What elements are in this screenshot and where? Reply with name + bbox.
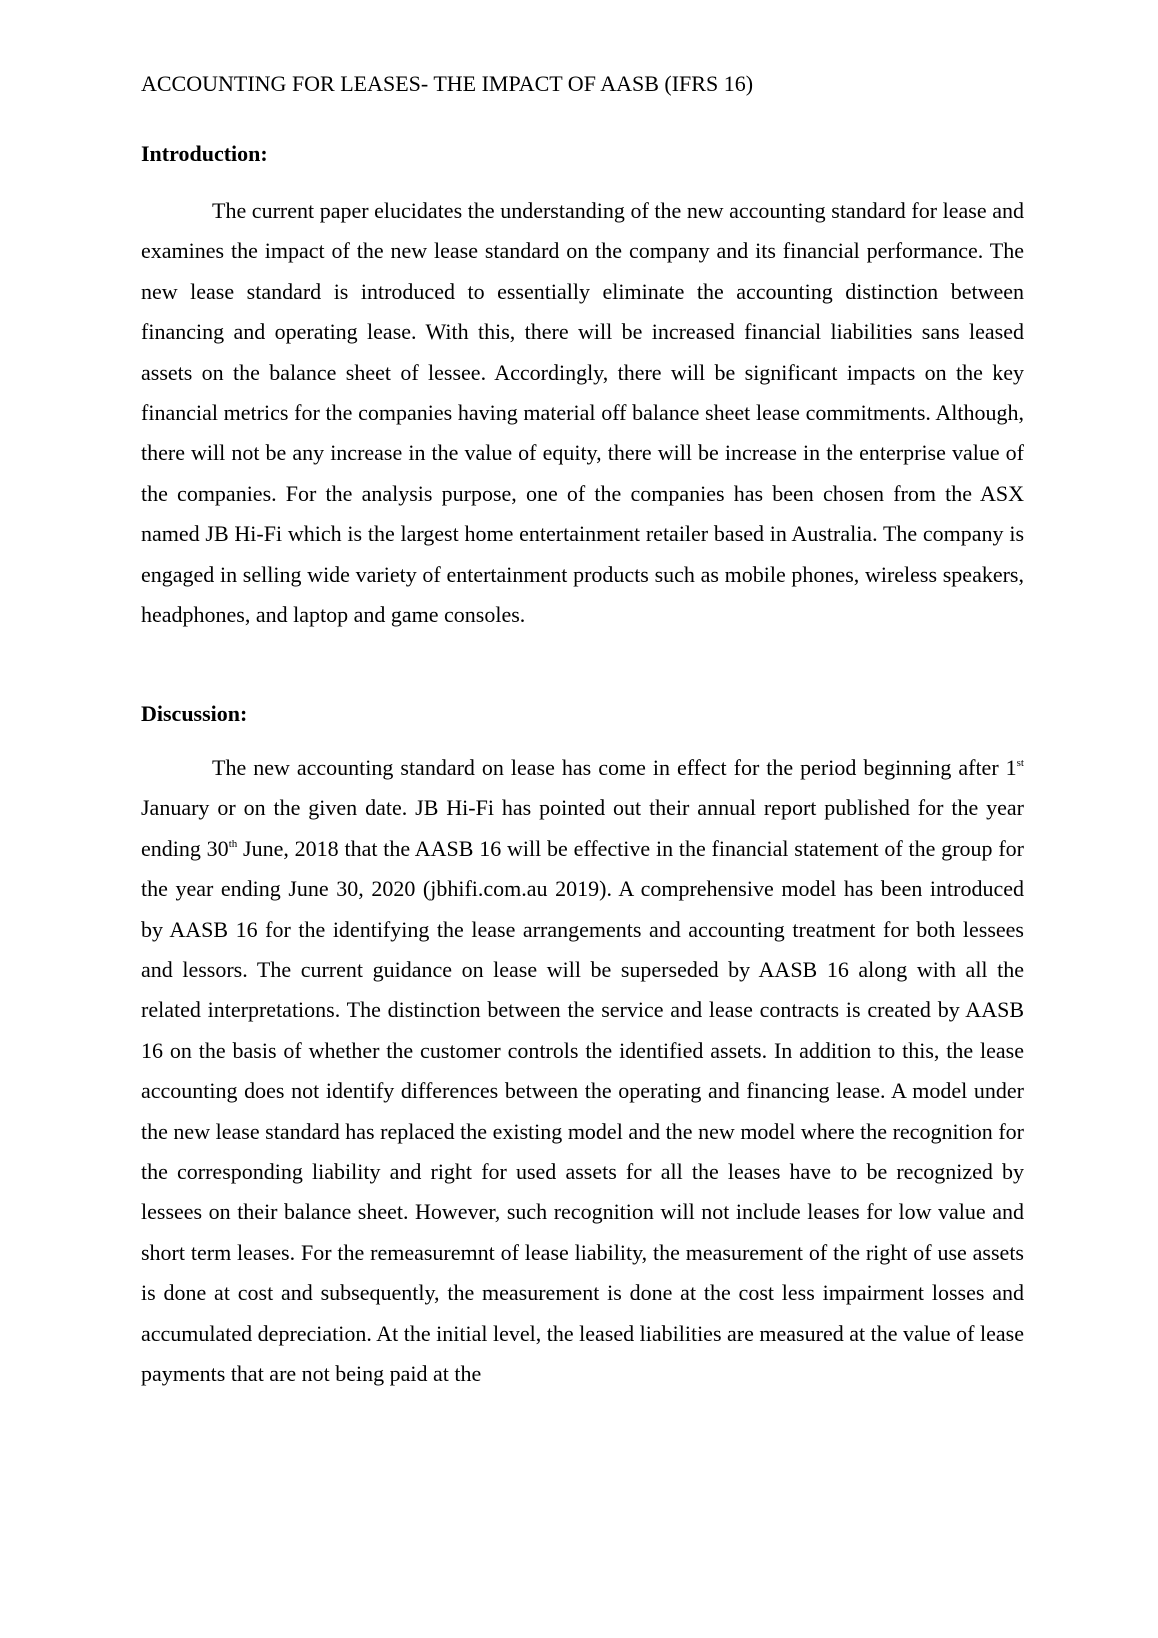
discussion-text-part-2: January or on the given date. JB Hi-Fi has pointed out their annual report published for the year ending 30	[141, 795, 1024, 861]
discussion-text-part-3: June, 2018 that the AASB 16 will be effective in the financial statement of the group for the year ending June 30, 2020 (jbhifi.com.au 2019). A comprehensive model has been introduced by AASB 16 for the identifying the lease arrangements and accounting treatment for both lessees and lessors. The current guidance on lease will be superseded by AASB 16 along with all the related interpretations. The distinction between the service and lease contracts is created by AASB 16 on the basis of whether the customer controls the identified assets. In addition to this, the lease accounting does not identify differences between the operating and financing lease. A model under the new lease standard has replaced the existing model and the new model where the recognition for the corresponding liability and right for used assets for all the leases have to be recognized by lessees on their balance sheet. However, such recognition will not include leases for low value and short term leases. For the remeasuremnt of lease liability, the measurement of the right of use assets is done at cost and subsequently, the measurement is done at the cost less impairment losses and accumulated depreciation. At the initial level, the leased liabilities are measured at the value of lease payments that are not being paid at the	[141, 835, 1024, 1387]
ordinal-suffix-th: th	[228, 837, 238, 850]
introduction-heading: Introduction:	[141, 141, 268, 166]
ordinal-suffix-st: st	[1016, 757, 1024, 769]
discussion-heading: Discussion:	[141, 701, 248, 726]
introduction-paragraph: The current paper elucidates the understanding of the new accounting standard for lease and examines the impact of the new lease standard on the company and its financial performance. The new lease standard is introduced to essentially eliminate the accounting distinction between financing and operating lease. With this, there will be increased financial liabilities sans leased assets on the balance sheet of lessee. Accordingly, there will be significant impacts on the key financial metrics for the companies having material off balance sheet lease commitments. Although, there will not be any increase in the value of equity, there will be increase in the enterprise value of the companies. For the analysis purpose, one of the companies has been chosen from the ASX named JB Hi-Fi which is the largest home entertainment retailer based in Australia. The company is engaged in selling wide variety of entertainment products such as mobile phones, wireless speakers, headphones, and laptop and game consoles.	[141, 198, 1024, 628]
discussion-paragraph	[141, 748, 1024, 1395]
document-title: ACCOUNTING FOR LEASES- THE IMPACT OF AASB (IFRS 16)	[141, 71, 754, 96]
discussion-text-part-1: The new accounting standard on lease has come in effect for the period beginning after 1	[212, 755, 1017, 780]
